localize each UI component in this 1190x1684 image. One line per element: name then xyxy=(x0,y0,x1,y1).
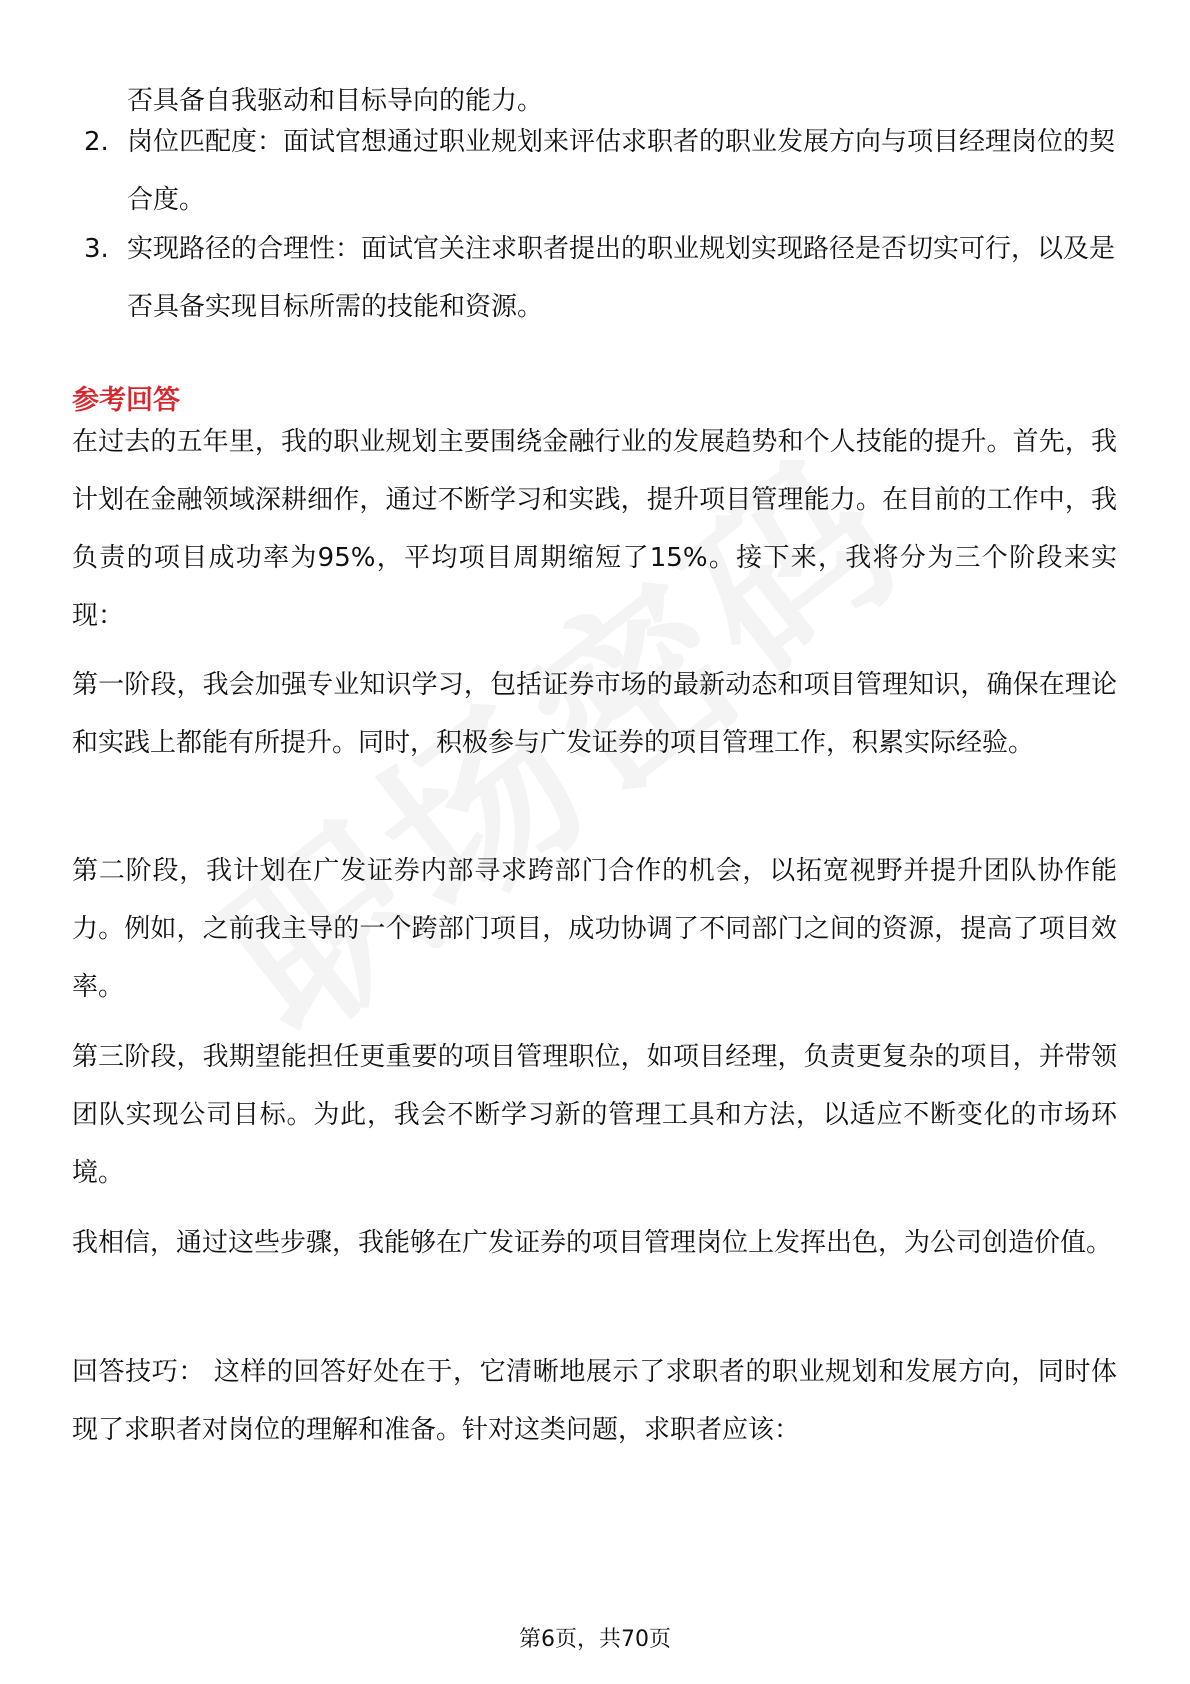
list-item-continuation: 否具备自我驱动和目标导向的能力。 xyxy=(127,86,544,116)
section-heading: 参考回答 xyxy=(72,385,180,416)
list-item-number: 3. xyxy=(84,234,109,264)
paragraph: 在过去的五年里，我的职业规划主要围绕金融行业的发展趋势和个人技能的提升。首先，我计划在金融领域深耕细作，通过不断学习和实践，提升项目管理能力。在目前的工作中，我负责的项目成功率为95%，平均项目周期缩短了15%。接下来，我将分为三个阶段来实现： xyxy=(72,427,1117,631)
list-item-text: 岗位匹配度：面试官想通过职业规划来评估求职者的职业发展方向与项目经理岗位的契合度。 xyxy=(127,127,1116,215)
paragraph: 我相信，通过这些步骤，我能够在广发证券的项目管理岗位上发挥出色，为公司创造价值。 xyxy=(72,1228,1113,1258)
list-item-text: 实现路径的合理性：面试官关注求职者提出的职业规划实现路径是否切实可行，以及是否具备实现目标所需的技能和资源。 xyxy=(127,234,1116,322)
paragraph: 第二阶段，我计划在广发证券内部寻求跨部门合作的机会，以拓宽视野并提升团队协作能力。例如，之前我主导的一个跨部门项目，成功协调了不同部门之间的资源，提高了项目效率。 xyxy=(72,856,1117,1002)
page-number: 第6页，共70页 xyxy=(519,1627,671,1652)
paragraph: 回答技巧： 这样的回答好处在于，它清晰地展示了求职者的职业规划和发展方向，同时体现了求职者对岗位的理解和准备。针对这类问题，求职者应该： xyxy=(72,1357,1117,1445)
list-item-number: 2. xyxy=(84,127,109,157)
paragraph: 第三阶段，我期望能担任更重要的项目管理职位，如项目经理，负责更复杂的项目，并带领团队实现公司目标。为此，我会不断学习新的管理工具和方法，以适应不断变化的市场环境。 xyxy=(72,1042,1117,1188)
paragraph: 第一阶段，我会加强专业知识学习，包括证券市场的最新动态和项目管理知识，确保在理论和实践上都能有所提升。同时，积极参与广发证券的项目管理工作，积累实际经验。 xyxy=(72,670,1117,758)
